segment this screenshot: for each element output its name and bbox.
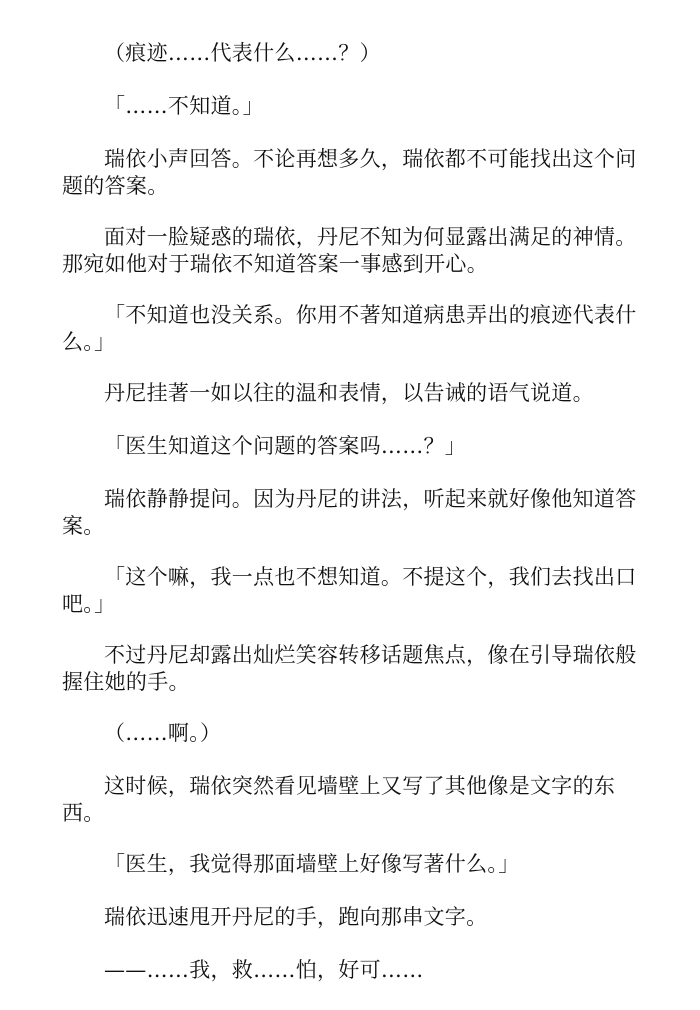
paragraph: 瑞依静静提问。因为丹尼的讲法，听起来就好像他知道答案。: [62, 487, 637, 538]
text-page: [62, 40, 642, 1010]
paragraph: （痕迹……代表什么……？）: [104, 41, 381, 65]
paragraph: 「……不知道。」: [104, 94, 264, 118]
paragraph: 「这个嘛，我一点也不想知道。不提这个，我们去找出口吧。」: [62, 565, 637, 616]
paragraph: 不过丹尼却露出灿烂笑容转移话题焦点，像在引导瑞依般握住她的手。: [62, 643, 637, 694]
paragraph: ——……我，救……怕，好可……: [104, 958, 424, 982]
paragraph: 「不知道也没关系。你用不著知道病患弄出的痕迹代表什么。」: [62, 303, 637, 354]
paragraph: （……啊。）: [104, 721, 222, 745]
paragraph: 瑞依小声回答。不论再想多久，瑞依都不可能找出这个问题的答案。: [62, 147, 637, 198]
paragraph: 「医生知道这个问题的答案吗……？」: [104, 434, 467, 458]
paragraph: 丹尼挂著一如以往的温和表情，以告诫的语气说道。: [104, 381, 594, 405]
paragraph: 面对一脸疑惑的瑞依，丹尼不知为何显露出满足的神情。那宛如他对于瑞依不知道答案一事感到开心。: [62, 225, 637, 276]
paragraph: 瑞依迅速甩开丹尼的手，跑向那串文字。: [104, 905, 488, 929]
paragraph: 「医生，我觉得那面墙壁上好像写著什么。」: [104, 852, 520, 876]
paragraph: 这时候，瑞依突然看见墙壁上又写了其他像是文字的东西。: [62, 774, 616, 825]
